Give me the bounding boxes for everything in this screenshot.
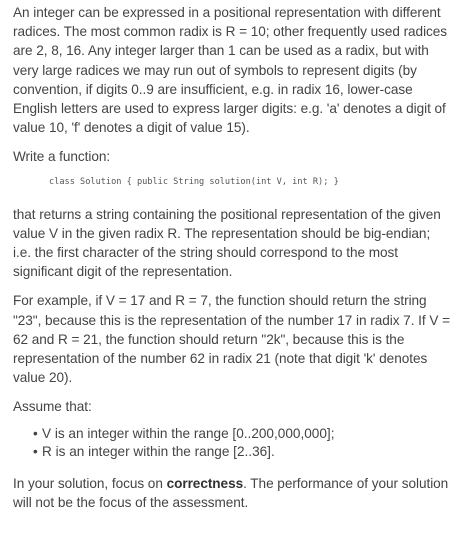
- closing-text-after: . The performance of your solution will not be the focus of the assessment.: [13, 475, 449, 511]
- closing-paragraph: [13, 474, 451, 512]
- correctness-emphasis: correctness: [166, 475, 244, 491]
- list-item: [13, 443, 451, 462]
- list-item: [13, 425, 451, 444]
- assumption-list: [13, 425, 451, 462]
- example-paragraph: For example, if V = 17 and R = 7, the function should return the string "23", because this is the representation of the number 17 in radix 7. If V = 62 and R = 21, the function should return "2k", because this is the representation of the number 62 in radix 21 (note that digit 'k' denotes value 20).: [13, 293, 450, 386]
- function-signature-code: class Solution { public String solution(int V, int R); }: [49, 176, 339, 187]
- assumption-v-range: V is an integer within the range [0..200,000,000];: [42, 425, 335, 441]
- intro-paragraph: An integer can be expressed in a positional representation with different radices. The most common radix is R = 10; other frequently used radices are 2, 8, 16. Any integer larger than 1 can be used as a radix, but with very large radices we may run out of symbols to represent digits (by convention, if digits 0..9 are insufficient, e.g. in radix 16, lower-case English letters are used to express larger digits: e.g. 'a' denotes a digit of value 10, 'f' denotes a digit of value 15).: [13, 5, 448, 136]
- assumption-r-range: R is an integer within the range [2..36].: [42, 444, 275, 460]
- bullet-icon: •: [33, 425, 38, 441]
- function-description: that returns a string containing the positional representation of the given value V in the given radix R. The representation should be big-endian; i.e. the first character of the string should correspond to the most significant digit of the representation.: [13, 206, 441, 280]
- bullet-icon: •: [33, 444, 38, 460]
- closing-text-before: In your solution, focus on: [13, 475, 167, 491]
- write-function-prompt: Write a function:: [13, 149, 111, 165]
- assume-heading: Assume that:: [13, 399, 92, 415]
